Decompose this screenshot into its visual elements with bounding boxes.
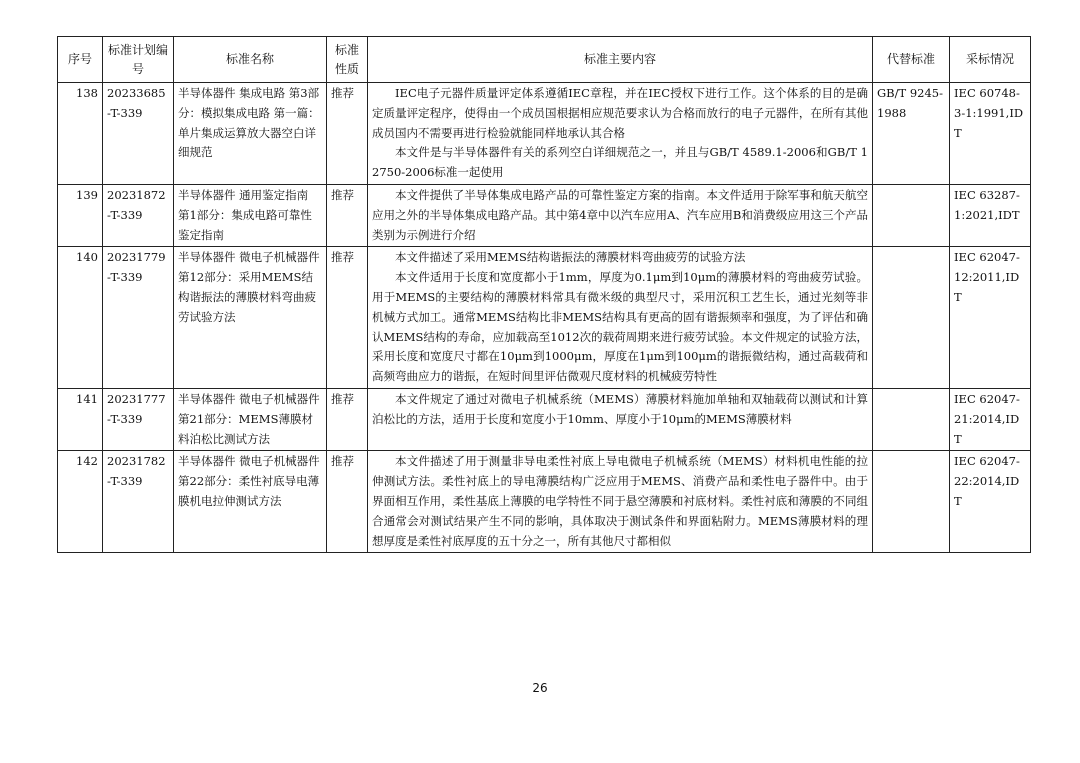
row-content-paragraph: IEC电子元器件质量评定体系遵循IEC章程，并在IEC授权下进行工作。这个体系的目的是确定质量评定程序，使得由一个成员国根据相应规范要求认为合格而放行的电子元器件，在所有其他成员国内不需要再进行检验就能同样地承认其合格 (372, 86, 868, 140)
row-plan-no: 20231782-T-339 (103, 451, 174, 553)
row-adoption: IEC 63287-1:2021,IDT (950, 184, 1031, 246)
row-name: 半导体器件 集成电路 第3部分：模拟集成电路 第一篇：单片集成运算放大器空白详细规范 (174, 83, 327, 185)
header-content: 标准主要内容 (368, 37, 873, 83)
row-plan-no: 20233685-T-339 (103, 83, 174, 185)
row-content (368, 388, 873, 450)
row-name: 半导体器件 微电子机械器件 第12部分：采用MEMS结构谐振法的薄膜材料弯曲疲劳试验方法 (174, 247, 327, 389)
row-replaces (873, 388, 950, 450)
row-content-paragraph: 本文件描述了采用MEMS结构谐振法的薄膜材料弯曲疲劳的试验方法 (395, 250, 746, 265)
row-content-paragraph: 本文件提供了半导体集成电路产品的可靠性鉴定方案的指南。本文件适用于除军事和航天航空应用之外的半导体集成电路产品。其中第4章中以汽车应用A、汽车应用B和消费级应用这三个产品类别为示例进行介绍 (372, 187, 868, 242)
table-row (58, 451, 1031, 553)
row-nature: 推荐 (327, 451, 368, 553)
header-name: 标准名称 (174, 37, 327, 83)
row-name: 半导体器件 通用鉴定指南 第1部分：集成电路可靠性鉴定指南 (174, 184, 327, 246)
row-content (368, 184, 873, 246)
row-replaces (873, 184, 950, 246)
row-content-paragraph: 本文件描述了用于测量非导电柔性衬底上导电微电子机械系统（MEMS）材料机电性能的拉伸测试方法。柔性衬底上的导电薄膜结构广泛应用于MEMS、消费产品和柔性电子器件中。由于界面相互作用，柔性基底上薄膜的电学特性不同于悬空薄膜和衬底材料。柔性衬底和薄膜的不同组合通常会对测试结果产生不同的影响，具体取决于测试条件和界面粘附力。MEMS薄膜材料的理想厚度是柔性衬底厚度的五十分之一，所有其他尺寸都相似 (372, 454, 868, 548)
row-name: 半导体器件 微电子机械器件 第21部分：MEMS薄膜材料泊松比测试方法 (174, 388, 327, 450)
row-content (368, 451, 873, 553)
header-replaces: 代替标准 (873, 37, 950, 83)
row-name: 半导体器件 微电子机械器件 第22部分：柔性衬底导电薄膜机电拉伸测试方法 (174, 451, 327, 553)
row-seq: 141 (58, 388, 103, 450)
row-plan-no: 20231779-T-339 (103, 247, 174, 389)
row-seq: 138 (58, 83, 103, 185)
header-seq: 序号 (58, 37, 103, 83)
row-plan-no: 20231777-T-339 (103, 388, 174, 450)
row-adoption: IEC 60748-3-1:1991,IDT (950, 83, 1031, 185)
row-replaces (873, 451, 950, 553)
header-row (58, 37, 1031, 83)
standards-table (57, 36, 1031, 553)
header-nature: 标准性质 (327, 37, 368, 83)
row-nature: 推荐 (327, 184, 368, 246)
table-row (58, 83, 1031, 185)
row-seq: 142 (58, 451, 103, 553)
row-nature: 推荐 (327, 83, 368, 185)
row-seq: 139 (58, 184, 103, 246)
row-adoption: IEC 62047-22:2014,IDT (950, 451, 1031, 553)
row-adoption: IEC 62047-12:2011,IDT (950, 247, 1031, 389)
row-replaces: GB/T 9245-1988 (873, 83, 950, 185)
row-nature: 推荐 (327, 247, 368, 389)
table-row (58, 247, 1031, 389)
row-content-paragraph: 本文件规定了通过对微电子机械系统（MEMS）薄膜材料施加单轴和双轴载荷以测试和计算泊松比的方法，适用于长度和宽度小于10mm、厚度小于10μm的MEMS薄膜材料 (372, 391, 868, 426)
table-row (58, 184, 1031, 246)
row-adoption: IEC 62047-21:2014,IDT (950, 388, 1031, 450)
page-number: 26 (532, 681, 548, 695)
row-content (368, 83, 873, 185)
row-content-paragraph: 本文件适用于长度和宽度都小于1mm，厚度为0.1μm到10μm的薄膜材料的弯曲疲劳试验。用于MEMS的主要结构的薄膜材料常具有微米级的典型尺寸，采用沉积工艺生长，通过光刻等非机械方式加工。通常MEMS结构比非MEMS结构具有更高的固有谐振频率和强度，为了评估和确认MEMS结构的寿命，应加载高至1012次的载荷周期来进行疲劳试验。本文件规定的试验方法，采用长度和宽度尺寸都在10μm到1000μm，厚度在1μm到100μm的谐振微结构，通过高载荷和高频弯曲应力的谐振，在短时间里评估微观尺度材料的机械疲劳特性 (372, 270, 868, 384)
table-row (58, 388, 1031, 450)
row-nature: 推荐 (327, 388, 368, 450)
row-content-paragraph: 本文件是与半导体器件有关的系列空白详细规范之一，并且与GB/T 4589.1-2006和GB/T 12750-2006标准一起使用 (372, 145, 868, 180)
header-adoption: 采标情况 (950, 37, 1031, 83)
row-seq: 140 (58, 247, 103, 389)
row-replaces (873, 247, 950, 389)
row-plan-no: 20231872-T-339 (103, 184, 174, 246)
header-plan-no: 标准计划编号 (103, 37, 174, 83)
row-content (368, 247, 873, 389)
